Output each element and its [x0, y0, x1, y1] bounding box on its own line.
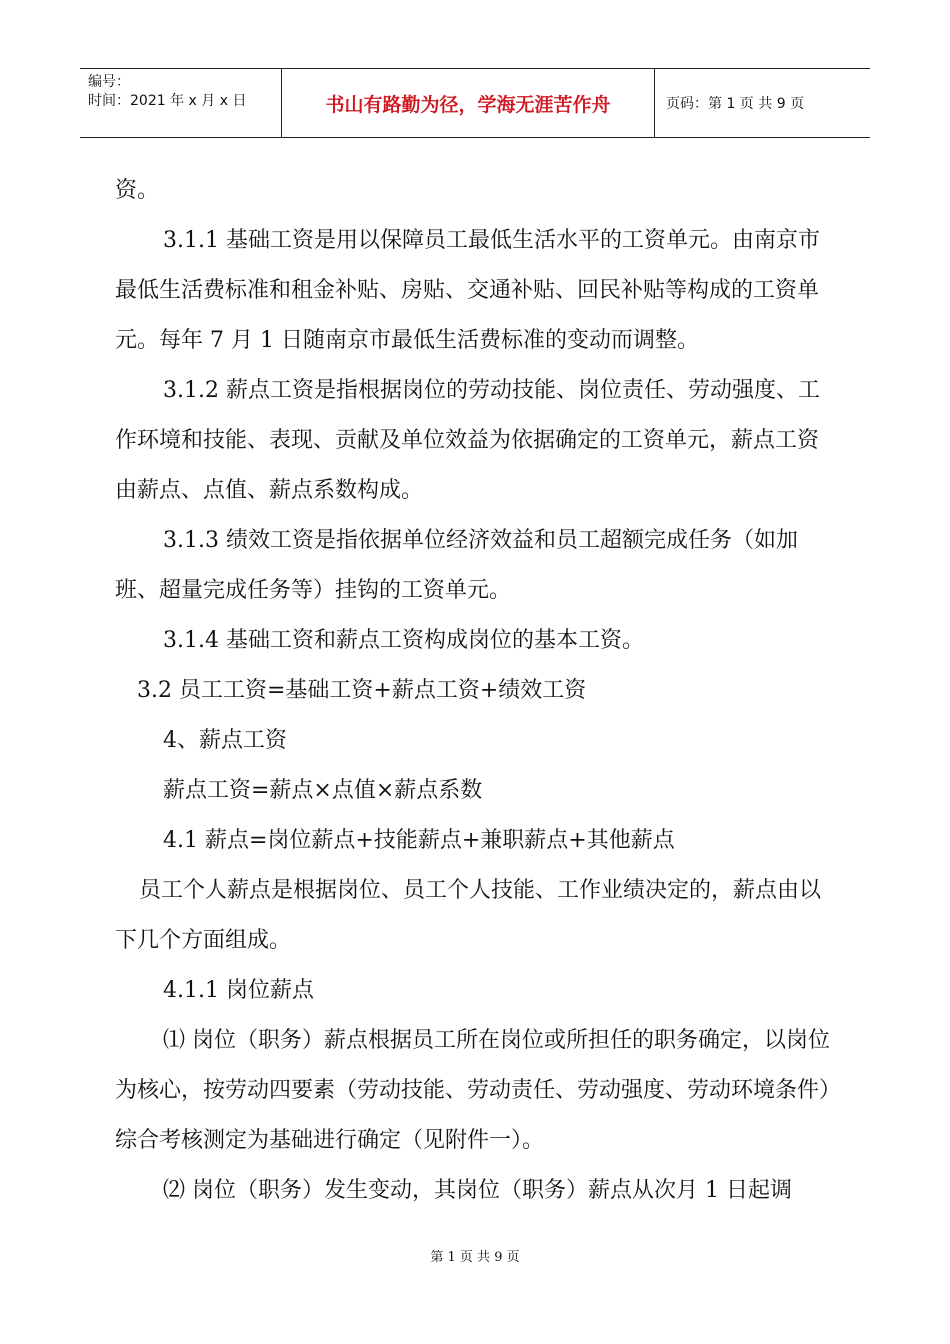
heading-4-1-1: 4.1.1 岗位薪点	[163, 978, 314, 1003]
paragraph-3-1-4: 3.1.4 基础工资和薪点工资构成岗位的基本工资。	[163, 628, 644, 653]
document-number-label: 编号：	[88, 74, 130, 90]
paragraph-3-1-3: 3.1.3 绩效工资是指依据单位经济效益和员工超额完成任务（如加班、超量完成任务等）挂钩的工资单元。	[115, 528, 798, 603]
document-date: 时间：2021 年 x 月 x 日	[88, 93, 247, 109]
paragraph-3-1-1: 3.1.1 基础工资是用以保障员工最低生活水平的工资单元。由南京市最低生活费标准和租金补贴、房贴、交通补贴、回民补贴等构成的工资单元。每年 7 月 1 日随南京市最低生活费标准的变动而调整。	[115, 228, 820, 353]
formula-salary-points: 薪点工资=薪点×点值×薪点系数	[163, 778, 483, 803]
paragraph-continuation: 资。	[115, 178, 160, 203]
paragraph-item-2: ⑵ 岗位（职务）发生变动，其岗位（职务）薪点从次月 1 日起调	[163, 1178, 792, 1203]
header-motto: 书山有路勤为径，学海无涯苦作舟	[282, 69, 655, 137]
page-footer: 第 1 页 共 9 页	[430, 1250, 520, 1265]
paragraph-points-composition: 员工个人薪点是根据岗位、员工个人技能、工作业绩决定的，薪点由以下几个方面组成。	[115, 878, 822, 953]
paragraph-3-1-2: 3.1.2 薪点工资是指根据岗位的劳动技能、岗位责任、劳动强度、工作环境和技能、表现、贡献及单位效益为依据确定的工资单元，薪点工资由薪点、点值、薪点系数构成。	[115, 378, 820, 503]
header-meta	[80, 69, 282, 137]
paragraph-item-1: ⑴ 岗位（职务）薪点根据员工所在岗位或所担任的职务确定，以岗位为核心，按劳动四要素（劳动技能、劳动责任、劳动强度、劳动环境条件）综合考核测定为基础进行确定（见附件一）。	[115, 1028, 831, 1153]
paragraph-4-1: 4.1 薪点=岗位薪点+技能薪点+兼职薪点+其他薪点	[163, 828, 675, 853]
header-page-info: 页码：第 1 页 共 9 页	[666, 96, 805, 112]
page-header	[80, 68, 870, 138]
section-heading-4: 4、薪点工资	[163, 728, 287, 753]
paragraph-3-2: 3.2 员工工资=基础工资+薪点工资+绩效工资	[137, 678, 587, 703]
